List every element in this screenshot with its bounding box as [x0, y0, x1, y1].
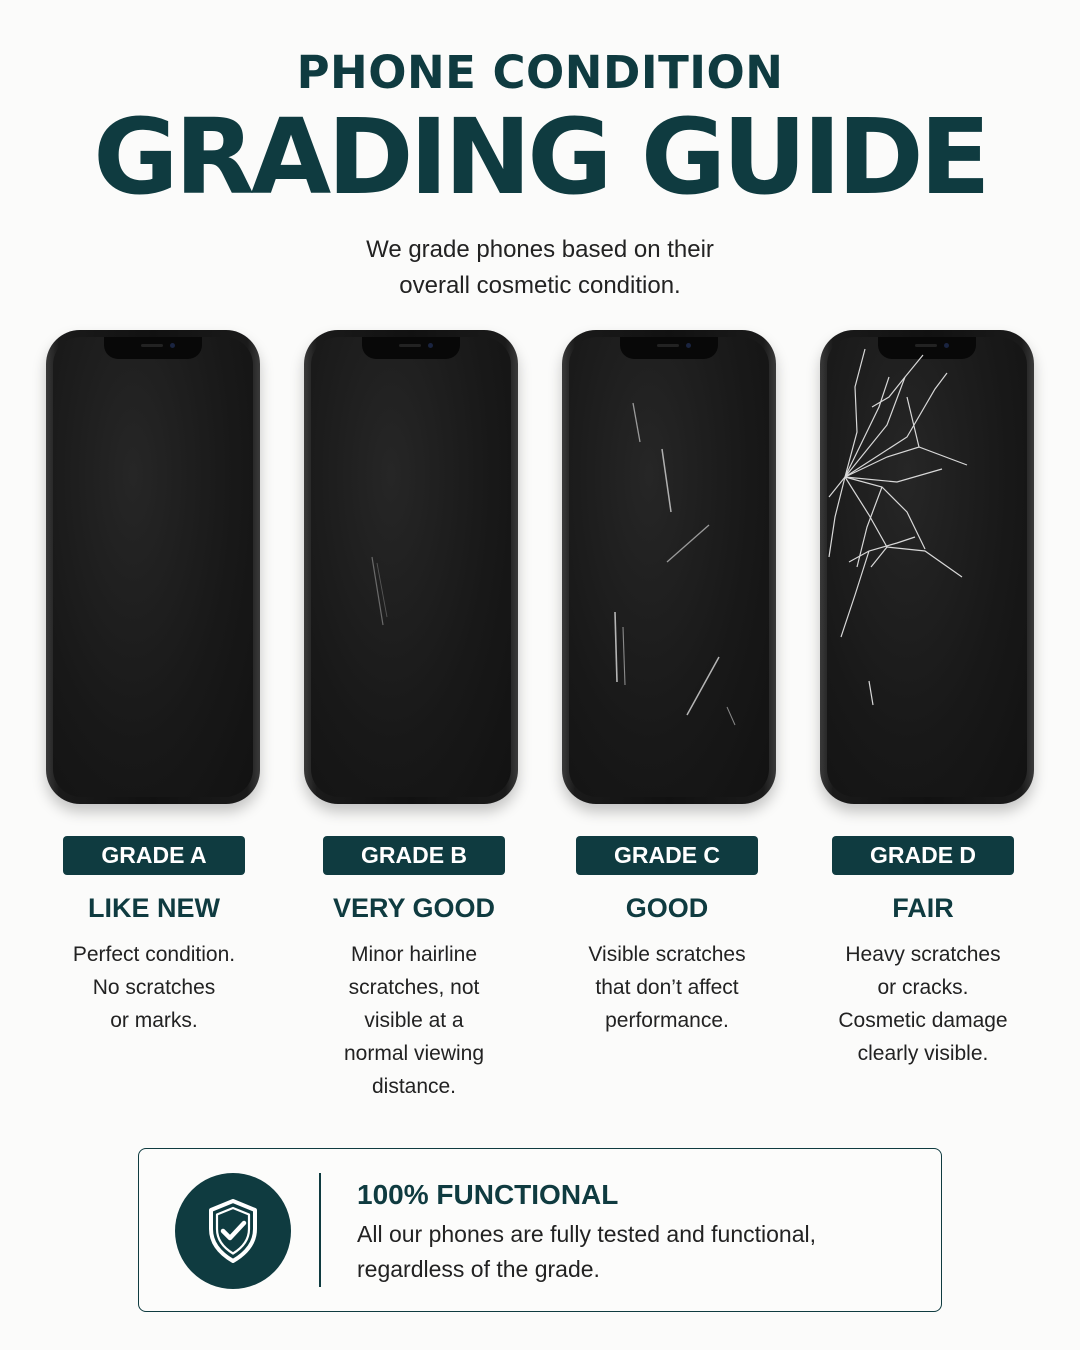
description-line: No scratches [92, 976, 216, 999]
grade-d-column [813, 836, 1033, 1070]
grade-b-column [304, 836, 524, 1103]
description-line: distance. [371, 1075, 457, 1098]
shield-check-icon [193, 1191, 273, 1271]
grade-b-label: VERY GOOD [332, 893, 496, 923]
grade-b-badge: GRADE B [323, 836, 505, 875]
footer-text [357, 1217, 917, 1287]
grade-c-badge: GRADE C [576, 836, 758, 875]
phone-grade-a [46, 330, 260, 804]
grade-c-column [557, 836, 777, 1037]
description-line: or cracks. [877, 976, 969, 999]
grade-c-description [557, 938, 777, 1037]
phone-grade-c [562, 330, 776, 804]
phone-screen [311, 337, 511, 797]
grades-section [0, 836, 1080, 1136]
description-line: Cosmetic damage [838, 1009, 1008, 1032]
grade-a-badge: GRADE A [63, 836, 245, 875]
grade-d-label: FAIR [892, 893, 954, 923]
description-line: Visible scratches [588, 943, 746, 966]
description-line: normal viewing [343, 1042, 485, 1065]
footer-text-line-2: regardless of the grade. [357, 1256, 600, 1282]
phone-screen [53, 337, 253, 797]
phone-notch [104, 337, 202, 359]
description-line: performance. [605, 1009, 729, 1032]
description-line: Heavy scratches [845, 943, 1001, 966]
grade-d-description [813, 938, 1033, 1070]
description-line: clearly visible. [857, 1042, 989, 1065]
phones-row [0, 330, 1080, 810]
grade-a-description [44, 938, 264, 1037]
subtitle [290, 232, 790, 304]
subtitle-line-1: We grade phones based on their [366, 236, 714, 263]
description-line: Minor hairline [350, 943, 478, 966]
shield-badge [175, 1173, 291, 1289]
phone-screen [569, 337, 769, 797]
grade-a-label: LIKE NEW [88, 893, 220, 923]
phone-grade-b [304, 330, 518, 804]
description-line: or marks. [110, 1009, 198, 1032]
eyebrow-heading: PHONE CONDITION [296, 46, 784, 99]
description-line: visible at a [364, 1009, 464, 1032]
phone-grade-d [820, 330, 1034, 804]
description-line: scratches, not [348, 976, 480, 999]
footer-text-line-1: All our phones are fully tested and functional, [357, 1221, 817, 1247]
page-title: GRADING GUIDE [93, 96, 987, 218]
grade-c-label: GOOD [625, 893, 709, 923]
crack-marks [827, 337, 1027, 797]
footer-title: 100% FUNCTIONAL [357, 1179, 619, 1210]
grade-b-description [304, 938, 524, 1103]
phone-screen [827, 337, 1027, 797]
grade-a-column [44, 836, 264, 1037]
subtitle-line-2: overall cosmetic condition. [399, 272, 681, 299]
hairline-scratch-marks [311, 337, 511, 797]
description-line: Perfect condition. [72, 943, 236, 966]
scratch-marks [569, 337, 769, 797]
grade-d-badge: GRADE D [832, 836, 1014, 875]
functional-guarantee-box [138, 1148, 942, 1312]
divider [319, 1173, 321, 1287]
description-line: that don’t affect [595, 976, 739, 999]
